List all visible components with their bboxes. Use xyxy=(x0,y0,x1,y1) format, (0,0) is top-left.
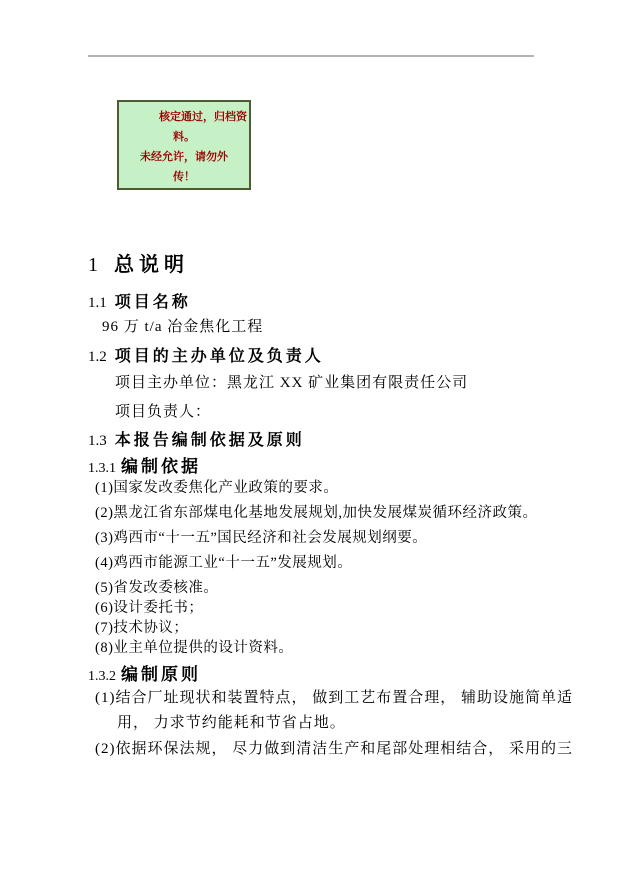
heading-title: 项目名称 xyxy=(114,294,191,311)
principle-1-line-2: 用， 力求节约能耗和节省占地。 xyxy=(117,715,346,731)
principle-1-line-1: (1)结合厂址现状和装置特点， 做到工艺布置合理， 辅助设施简单适 xyxy=(95,690,573,706)
project-leader-text: 项目负责人： xyxy=(115,404,212,420)
basis-item-list xyxy=(95,478,538,658)
heading-1-1-project-name xyxy=(88,289,191,312)
heading-1-3-2-compilation-principles xyxy=(88,660,201,685)
approval-stamp-box[interactable] xyxy=(117,100,251,190)
list-item: (3)鸡西市“十一五”国民经济和社会发展规划纲要。 xyxy=(95,530,428,546)
heading-1-3-1-compilation-basis xyxy=(88,452,201,477)
list-item: (7)技术协议； xyxy=(95,620,189,636)
heading-number: 1.3.1 xyxy=(88,461,116,476)
project-name-text: 96 万 t/a 冶金焦化工程 xyxy=(102,319,264,335)
header-separator-rule xyxy=(88,55,534,57)
heading-title: 编制依据 xyxy=(121,457,201,476)
heading-title: 总说明 xyxy=(114,254,189,276)
sponsor-unit-text: 项目主办单位：黑龙江 XX 矿业集团有限责任公司 xyxy=(115,375,469,391)
stamp-text-line: 核定通过，归档资 xyxy=(159,111,247,123)
list-item: (1)国家发改委焦化产业政策的要求。 xyxy=(95,480,339,496)
heading-1-general-description xyxy=(88,248,189,277)
list-item: (6)设计委托书； xyxy=(95,600,204,616)
heading-title: 编制原则 xyxy=(121,665,201,684)
heading-number: 1.3.2 xyxy=(88,669,116,684)
heading-number: 1.1 xyxy=(88,295,107,311)
heading-number: 1.2 xyxy=(88,349,107,365)
heading-number: 1.3 xyxy=(88,433,107,449)
stamp-text-line: 传！ xyxy=(173,171,195,183)
list-item: (5)省发改委核准。 xyxy=(95,580,219,596)
heading-title: 项目的主办单位及负责人 xyxy=(114,348,324,365)
list-item: (2)黑龙江省东部煤电化基地发展规划,加快发展煤炭循环经济政策。 xyxy=(95,505,538,521)
principle-2-line-1: (2)依据环保法规， 尽力做到清洁生产和尾部处理相结合， 采用的三 xyxy=(95,741,573,757)
heading-1-3-basis-and-principles xyxy=(88,427,305,450)
list-item: (8)业主单位提供的设计资料。 xyxy=(95,640,294,656)
heading-title: 本报告编制依据及原则 xyxy=(114,432,305,449)
list-item: (4)鸡西市能源工业“十一五”发展规划。 xyxy=(95,555,353,571)
heading-number: 1 xyxy=(88,254,98,276)
heading-1-2-sponsor xyxy=(88,343,324,366)
stamp-text-line: 未经允许，请勿外 xyxy=(140,151,228,163)
stamp-text-line: 料。 xyxy=(173,131,195,143)
